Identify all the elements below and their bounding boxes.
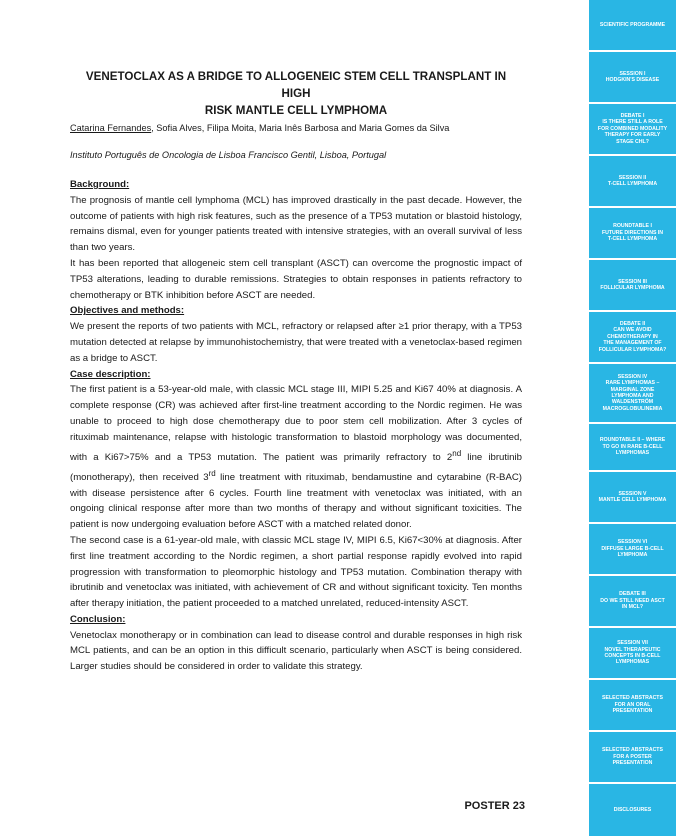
nav-label: LYMPHOMA — [617, 552, 648, 559]
nav-label: PRESENTATION — [612, 760, 653, 767]
nav-label: T-CELL LYMPHOMA — [607, 236, 658, 243]
nav-oral-abstracts[interactable] — [589, 680, 676, 730]
objectives-heading: Objectives and methods: — [70, 305, 185, 317]
nav-label: FOLLICULAR LYMPHOMA — [600, 285, 665, 291]
nav-label: SELECTED ABSTRACTS — [602, 695, 663, 702]
case-heading: Case description: — [70, 368, 151, 380]
presenting-author: Catarina Fernandes — [70, 123, 152, 133]
nav-label: SESSION II — [618, 174, 647, 181]
nav-label: FOR AN ORAL — [614, 701, 651, 708]
nav-debate-2[interactable] — [589, 312, 676, 362]
nav-session-2[interactable] — [589, 156, 676, 206]
background-heading: Background: — [70, 179, 130, 190]
case-two-paragraph: The second case is a 61-year-old male, with classic MCL stage IV, MIPI 6.5, Ki67<30% at diagnosis. After first line treatment according to the Nordic regimen, a short partial response rapidly evolved into rapid progression with transformation to pleomorphic histology and TP53 mutation. Combination therapy with ibrutinib and venetoclax was initiated, with achievement of CR and without significant toxicity. Ten months after therapy initiation, the patient proceeded to a matched unrelated, reduced-intensity ASCT. — [70, 534, 522, 610]
nav-label: NOVEL THERAPEUTIC — [604, 646, 661, 653]
nav-label: T-CELL LYMPHOMA — [607, 181, 658, 187]
nav-session-1[interactable] — [589, 52, 676, 102]
ordinal-superscript: rd — [208, 468, 216, 478]
ordinal-superscript: nd — [452, 448, 462, 458]
nav-label: TO GO IN RARE B-CELL — [602, 443, 663, 450]
case-one-text: line ibrutinib (monotherapy), then received 3 — [70, 451, 522, 483]
nav-session-5[interactable] — [589, 472, 676, 522]
nav-label: FOLLICULAR LYMPHOMA? — [598, 346, 667, 353]
nav-label: SESSION I — [619, 70, 646, 77]
nav-label: SESSION V — [618, 490, 647, 497]
nav-label: DEBATE II — [619, 320, 646, 327]
nav-label: DIFFUSE LARGE B-CELL — [601, 545, 664, 552]
case-one-text: The first patient is a 53-year-old male, with classic MCL stage III, MIPI 5.25 and Ki67 40% at diagnosis. A complete response (CR) was achieved after first-line treatment according to the Nordic regimen. He was unable to proceed to high dose chemotherapy due to poor stem cell mobilization. After 3 cycles of rituximab maintenance, relapse with histologic transformation to blastoid morphology was documented, with a Ki67>75% and a TP53 mutation. The patient was primarily refractory to 2 — [70, 384, 522, 463]
nav-disclosures[interactable] — [589, 784, 676, 836]
nav-label: DEBATE III — [619, 591, 646, 598]
co-authors: , Sofia Alves, Filipa Moita, Maria Inês Barbosa and Maria Gomes da Silva — [151, 123, 450, 133]
nav-label: DISCLOSURES — [613, 806, 652, 813]
nav-label: RARE LYMPHOMAS – — [605, 380, 660, 387]
nav-label: ROUNDTABLE II – WHERE — [599, 437, 666, 444]
nav-label: DO WE STILL NEED ASCT — [600, 597, 665, 604]
poster-number: POSTER 23 — [464, 800, 525, 812]
nav-label: MARGINAL ZONE — [610, 386, 655, 393]
nav-session-3[interactable] — [589, 260, 676, 310]
nav-label: SESSION VII — [617, 640, 648, 647]
nav-roundtable-1[interactable] — [589, 208, 676, 258]
nav-session-6[interactable] — [589, 524, 676, 574]
nav-label: THERAPY FOR EARLY — [604, 132, 661, 139]
nav-label: SESSION III — [618, 278, 647, 285]
nav-label: SESSION VI — [617, 539, 648, 546]
nav-scientific-programme[interactable] — [589, 0, 676, 50]
nav-session-7[interactable] — [589, 628, 676, 678]
nav-label: CONCEPTS IN B-CELL — [604, 653, 661, 659]
nav-label: ROUNDTABLE I — [613, 223, 652, 230]
case-one-text: line treatment with rituximab, bendamustine and cytarabine (R-BAC) with disease persistence after 6 cycles. Fourth line treatment with venetoclax was initiated, with an ongoing clinical response after more than two months of therapy and without significant toxicities. The patient is now undergoing evaluation before ASCT with a matched related donor. — [70, 471, 522, 531]
case-one-paragraph — [70, 382, 522, 533]
institution: Instituto Português de Oncologia de Lisboa Francisco Gentil, Lisboa, Portugal — [70, 150, 387, 160]
nav-label: SCIENTIFIC PROGRAMME — [599, 21, 666, 28]
nav-label: FOR A POSTER — [613, 753, 652, 760]
nav-label: IS THERE STILL A ROLE — [602, 119, 663, 126]
nav-label: LYMPHOMAS — [615, 659, 650, 666]
nav-label: PRESENTATION — [612, 708, 653, 715]
nav-debate-3[interactable] — [589, 576, 676, 626]
nav-label: FUTURE DIRECTIONS IN — [601, 229, 664, 236]
nav-label: SELECTED ABSTRACTS — [602, 747, 663, 754]
nav-label: LYMPHOMA AND — [611, 393, 654, 399]
nav-label: WALDENSTRÖM — [611, 399, 654, 406]
nav-roundtable-2[interactable] — [589, 424, 676, 470]
nav-label: LYMPHOMAS — [615, 450, 650, 457]
abstract-content — [70, 0, 522, 836]
nav-label: IN MCL? — [621, 604, 644, 611]
nav-poster-abstracts[interactable] — [589, 732, 676, 782]
section-navigation — [589, 0, 676, 836]
nav-label: THE MANAGEMENT OF — [603, 340, 662, 347]
abstract-title-line: VENETOCLAX AS A BRIDGE TO ALLOGENEIC STEM CELL TRANSPLANT IN HIGH — [85, 70, 507, 100]
nav-label: FOR COMBINED MODALITY — [597, 125, 668, 132]
nav-label: HODGKIN'S DISEASE — [605, 77, 660, 83]
nav-label: CHEMOTHERAPY IN — [607, 333, 658, 340]
abstract-title-line: RISK MANTLE CELL LYMPHOMA — [204, 104, 388, 117]
nav-label: MACROGLOBULINEMIA — [602, 405, 663, 412]
conclusion-heading: Conclusion: — [70, 613, 126, 625]
author-list — [70, 122, 522, 135]
background-paragraph: The prognosis of mantle cell lymphoma (MCL) has improved drastically in the past decade. However, the outcome of patients with high risk features, such as the presence of a TP53 mutation or blastoid histology, remains dismal, even for younger patients treated with intensive strategies, with an overall survival of less than two years. — [70, 194, 522, 254]
abstract-body — [70, 177, 522, 675]
objectives-paragraph: We present the reports of two patients with MCL, refractory or relapsed after ≥1 prior therapy, with a TP53 mutation detected at relapse by immunohistochemistry, that were treated with a venetoclax-based regimen as a bridge to ASCT. — [70, 321, 522, 364]
nav-session-4[interactable] — [589, 364, 676, 422]
nav-label: CAN WE AVOID — [613, 327, 652, 334]
nav-label: SESSION IV — [617, 373, 648, 380]
nav-debate-1[interactable] — [589, 104, 676, 154]
nav-label: STAGE CHL? — [616, 138, 649, 145]
background-paragraph: It has been reported that allogeneic stem cell transplant (ASCT) can overcome the prognostic impact of TP53 alterations, leading to durable remissions. Strategies to obtain responses in patients refractory to chemotherapy or BTK inhibition before ASCT are needed. — [70, 257, 522, 301]
nav-label: DEBATE I — [620, 112, 645, 119]
conclusion-paragraph: Venetoclax monotherapy or in combination can lead to disease control and durable responses in high risk MCL patients, and can be an option in this difficult scenario, particularly when ASCT is being considered. Larger studies should be considered in order to validate this strategy. — [70, 629, 522, 673]
nav-label: MANTLE CELL LYMPHOMA — [598, 497, 667, 503]
abstract-title — [70, 68, 522, 119]
